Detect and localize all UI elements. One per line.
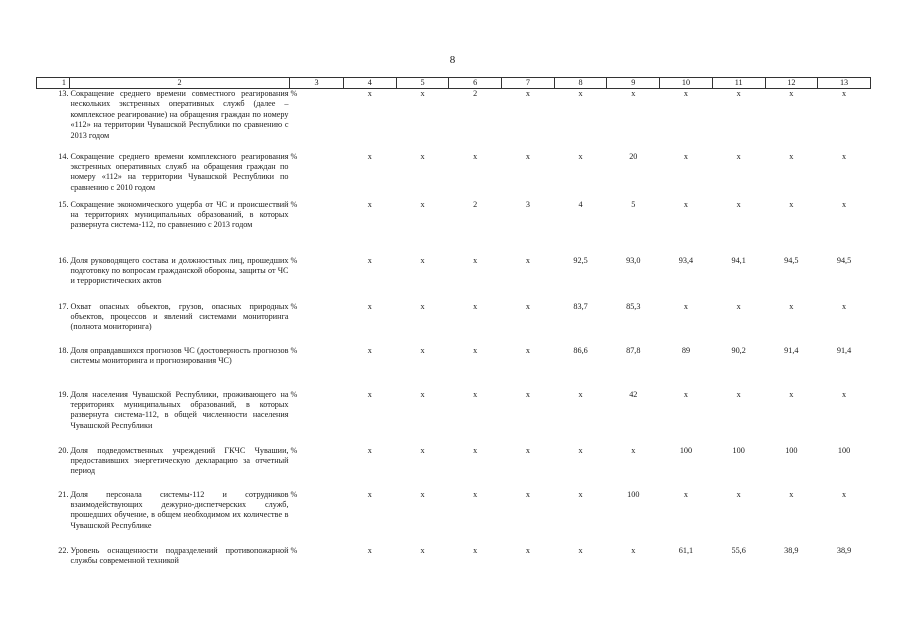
unit-cell: % bbox=[290, 199, 298, 209]
indicator-name: Доля оправдавшихся прогнозов ЧС (достоверность прогнозов системы мониторинга и прогнозирования ЧС) bbox=[70, 345, 289, 365]
unit-cell: % bbox=[290, 151, 298, 161]
unit-cell: % bbox=[290, 545, 298, 555]
value-cell: 38,9 bbox=[784, 545, 799, 555]
row-number: 21. bbox=[58, 489, 69, 499]
header-cell: 4 bbox=[344, 78, 397, 89]
row-number: 18. bbox=[58, 345, 69, 355]
row-number: 19. bbox=[58, 389, 69, 399]
value-cell: x bbox=[841, 89, 847, 98]
value-cell: x bbox=[789, 89, 794, 98]
value-cell: x bbox=[841, 199, 847, 209]
value-cell: x bbox=[367, 255, 372, 265]
value-cell: x bbox=[841, 489, 847, 499]
value-cell: x bbox=[367, 301, 372, 311]
value-cell: 92,5 bbox=[573, 255, 588, 265]
table-row bbox=[37, 346, 871, 390]
value-cell: x bbox=[736, 151, 741, 161]
header-cell: 10 bbox=[660, 78, 713, 89]
value-cell: 55,6 bbox=[731, 545, 746, 555]
value-cell: x bbox=[473, 255, 478, 265]
indicator-name: Сокращение среднего времени комплексного реагирования экстренных оперативных служб на обращения граждан по номеру «112» на территории Чувашской Республики по сравнению с 2010 годом bbox=[70, 151, 289, 192]
value-cell: 61,1 bbox=[678, 545, 694, 555]
value-cell: x bbox=[578, 151, 583, 161]
value-cell: x bbox=[367, 199, 372, 209]
indicator-name: Сокращение среднего времени совместного реагирования нескольких экстренных оперативных служб (далее – комплексное реагирование) на обращения граждан по номеру «112» на территории Чувашской Республики по сравнению с 2013 годом bbox=[70, 89, 289, 140]
value-cell: x bbox=[525, 345, 530, 355]
value-cell: x bbox=[420, 255, 425, 265]
value-cell: 89 bbox=[681, 345, 691, 355]
value-cell: x bbox=[525, 445, 530, 455]
value-cell: 93,4 bbox=[678, 255, 694, 265]
header-cell: 12 bbox=[765, 78, 818, 89]
value-cell: x bbox=[420, 389, 425, 399]
table-row bbox=[37, 256, 871, 302]
value-cell: x bbox=[525, 545, 530, 555]
value-cell: x bbox=[631, 445, 636, 455]
value-cell: x bbox=[473, 301, 478, 311]
indicator-name: Уровень оснащенности подразделений противопожарной службы современной техникой bbox=[70, 545, 289, 565]
table-row bbox=[37, 89, 871, 152]
value-cell: x bbox=[789, 389, 794, 399]
value-cell: x bbox=[841, 151, 847, 161]
value-cell: x bbox=[525, 151, 530, 161]
value-cell: 93,0 bbox=[626, 255, 641, 265]
value-cell: 91,4 bbox=[784, 345, 799, 355]
indicators-table bbox=[36, 77, 871, 572]
value-cell: x bbox=[367, 545, 372, 555]
value-cell: x bbox=[420, 151, 425, 161]
value-cell: x bbox=[525, 89, 530, 98]
indicator-name: Доля подведомственных учреждений ГКЧС Чувашии, предоставивших энергетическую декларацию за отчетный период bbox=[70, 445, 289, 476]
value-cell: 2 bbox=[473, 89, 478, 98]
value-cell: 94,5 bbox=[836, 255, 852, 265]
table-row bbox=[37, 152, 871, 200]
header-cell: 1 bbox=[37, 78, 70, 89]
header-cell: 8 bbox=[554, 78, 607, 89]
value-cell: x bbox=[631, 545, 636, 555]
value-cell: 100 bbox=[785, 445, 798, 455]
value-cell: 42 bbox=[629, 389, 638, 399]
unit-cell: % bbox=[290, 255, 298, 265]
value-cell: 2 bbox=[473, 199, 478, 209]
unit-cell: % bbox=[290, 345, 298, 355]
value-cell: x bbox=[525, 389, 530, 399]
value-cell: 86,6 bbox=[573, 345, 588, 355]
value-cell: 85,3 bbox=[626, 301, 641, 311]
row-number: 14. bbox=[58, 151, 69, 161]
value-cell: x bbox=[736, 489, 741, 499]
unit-cell: % bbox=[290, 389, 298, 399]
value-cell: 100 bbox=[732, 445, 745, 455]
row-number: 15. bbox=[58, 199, 69, 209]
value-cell: x bbox=[578, 445, 583, 455]
unit-cell: % bbox=[290, 89, 298, 98]
unit-cell: % bbox=[290, 301, 298, 311]
value-cell: x bbox=[789, 199, 794, 209]
value-cell: x bbox=[683, 489, 689, 499]
value-cell: x bbox=[578, 545, 583, 555]
value-cell: x bbox=[683, 151, 689, 161]
value-cell: x bbox=[683, 89, 689, 98]
value-cell: x bbox=[473, 445, 478, 455]
value-cell: x bbox=[683, 301, 689, 311]
value-cell: 83,7 bbox=[573, 301, 588, 311]
table-row bbox=[37, 390, 871, 446]
header-cell: 11 bbox=[712, 78, 765, 89]
indicator-name: Сокращение экономического ущерба от ЧС и происшествий на территориях муниципальных образований, в которых развернута система-112, по сравнению с 2013 годом bbox=[70, 199, 289, 230]
value-cell: 87,8 bbox=[626, 345, 641, 355]
value-cell: x bbox=[683, 199, 689, 209]
value-cell: x bbox=[525, 301, 530, 311]
value-cell: x bbox=[683, 389, 689, 399]
value-cell: 38,9 bbox=[836, 545, 852, 555]
value-cell: 100 bbox=[679, 445, 693, 455]
value-cell: x bbox=[367, 489, 372, 499]
value-cell: 20 bbox=[629, 151, 638, 161]
value-cell: x bbox=[631, 89, 636, 98]
value-cell: x bbox=[420, 445, 425, 455]
indicator-name: Охват опасных объектов, грузов, опасных природных объектов, процессов и явлений системами мониторинга (полнота мониторинга) bbox=[70, 301, 289, 332]
header-cell: 3 bbox=[290, 78, 344, 89]
indicator-name: Доля населения Чувашской Республики, проживающего на территориях муниципальных образований, в которых развернута система-112, в общей численности населения Чувашской Республики bbox=[70, 389, 289, 430]
value-cell: 5 bbox=[631, 199, 636, 209]
value-cell: x bbox=[367, 345, 372, 355]
row-number: 13. bbox=[58, 89, 69, 98]
value-cell: x bbox=[420, 489, 425, 499]
value-cell: 3 bbox=[525, 199, 530, 209]
value-cell: x bbox=[420, 301, 425, 311]
header-cell: 7 bbox=[502, 78, 555, 89]
value-cell: 4 bbox=[578, 199, 583, 209]
value-cell: x bbox=[473, 389, 478, 399]
value-cell: x bbox=[736, 199, 741, 209]
header-cell: 13 bbox=[818, 78, 871, 89]
table-row bbox=[37, 546, 871, 572]
value-cell: x bbox=[473, 545, 478, 555]
header-cell: 5 bbox=[396, 78, 449, 89]
row-number: 20. bbox=[58, 445, 69, 455]
row-number: 22. bbox=[58, 545, 69, 555]
value-cell: x bbox=[578, 89, 583, 98]
table-row bbox=[37, 200, 871, 256]
value-cell: x bbox=[841, 301, 847, 311]
value-cell: x bbox=[420, 345, 425, 355]
header-cell: 2 bbox=[70, 78, 290, 89]
indicator-name: Доля персонала системы-112 и сотрудников взаимодействующих дежурно-диспетчерских служб, прошедших обучение, в общем необходимом их количестве в Чувашской Республике bbox=[70, 489, 289, 530]
indicator-name: Доля руководящего состава и должностных лиц, прошедших подготовку по вопросам гражданской обороны, защиты от ЧС и террористических актов bbox=[70, 255, 289, 286]
table-row bbox=[37, 490, 871, 546]
table-row bbox=[37, 446, 871, 490]
value-cell: x bbox=[367, 151, 372, 161]
row-number: 16. bbox=[58, 255, 69, 265]
table-row bbox=[37, 302, 871, 346]
value-cell: x bbox=[367, 89, 372, 98]
value-cell: x bbox=[473, 151, 478, 161]
value-cell: x bbox=[473, 345, 478, 355]
value-cell: 90,2 bbox=[731, 345, 746, 355]
header-row bbox=[37, 78, 871, 89]
value-cell: 100 bbox=[627, 489, 640, 499]
value-cell: x bbox=[525, 489, 530, 499]
value-cell: x bbox=[736, 89, 741, 98]
value-cell: x bbox=[473, 489, 478, 499]
row-number: 17. bbox=[58, 301, 69, 311]
header-cell: 9 bbox=[607, 78, 660, 89]
unit-cell: % bbox=[290, 445, 298, 455]
value-cell: x bbox=[420, 89, 425, 98]
value-cell: x bbox=[789, 151, 794, 161]
value-cell: x bbox=[420, 545, 425, 555]
value-cell: x bbox=[578, 389, 583, 399]
value-cell: x bbox=[578, 489, 583, 499]
value-cell: x bbox=[736, 301, 741, 311]
value-cell: x bbox=[736, 389, 741, 399]
value-cell: x bbox=[367, 445, 372, 455]
value-cell: 94,1 bbox=[731, 255, 746, 265]
page-number: 8 bbox=[449, 54, 456, 66]
value-cell: 94,5 bbox=[784, 255, 799, 265]
unit-cell: % bbox=[290, 489, 298, 499]
value-cell: x bbox=[789, 301, 794, 311]
value-cell: 91,4 bbox=[836, 345, 852, 355]
value-cell: x bbox=[789, 489, 794, 499]
value-cell: x bbox=[420, 199, 425, 209]
value-cell: x bbox=[525, 255, 530, 265]
value-cell: x bbox=[841, 389, 847, 399]
header-cell: 6 bbox=[449, 78, 502, 89]
value-cell: 100 bbox=[837, 445, 851, 455]
value-cell: x bbox=[367, 389, 372, 399]
